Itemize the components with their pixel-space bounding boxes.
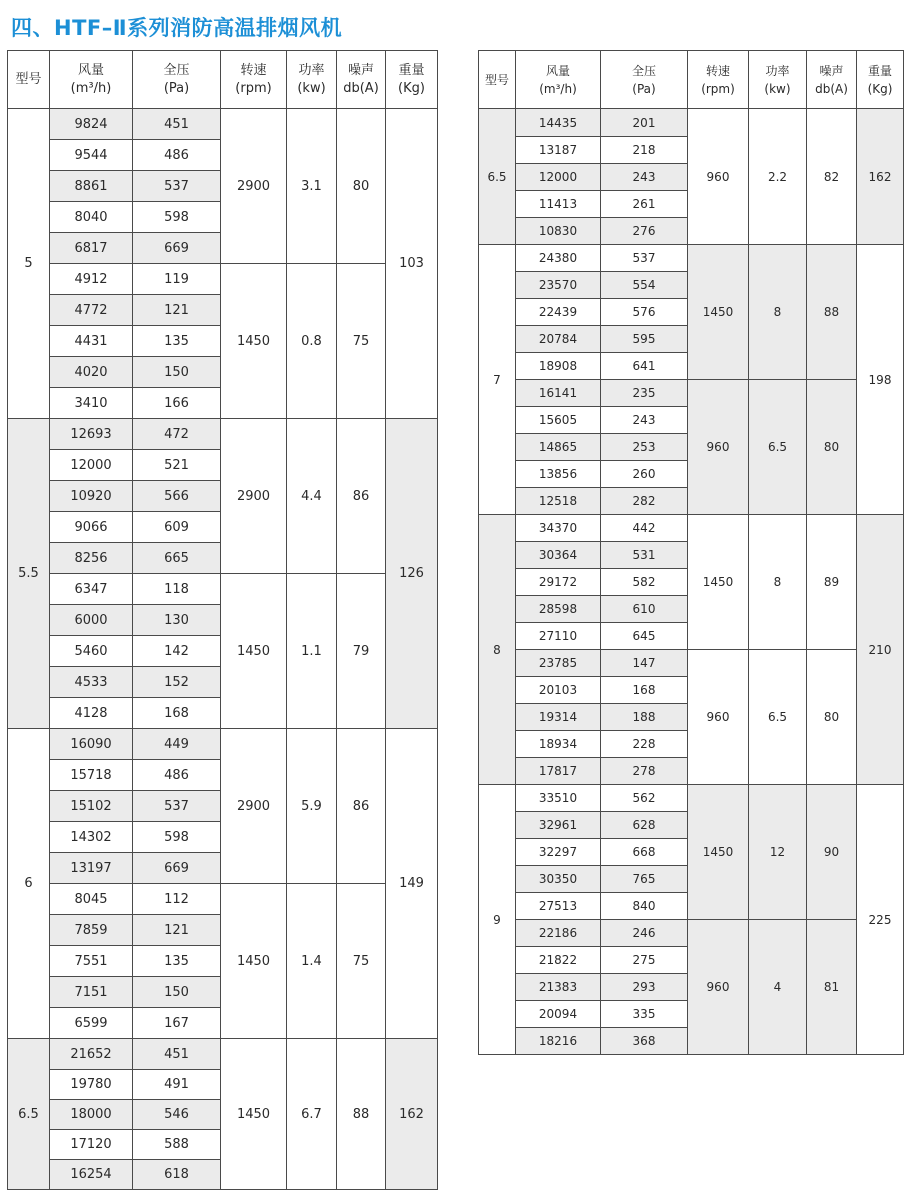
airflow-cell: 9066: [50, 512, 133, 543]
table-row: [8, 264, 438, 295]
pressure-cell: 282: [601, 488, 688, 515]
power-cell: 0.8: [287, 264, 337, 419]
table-row: [8, 729, 438, 760]
header-weight-line: 重量: [867, 63, 892, 78]
pressure-cell: 442: [601, 515, 688, 542]
table-row: [8, 1039, 438, 1070]
pressure-cell: 119: [133, 264, 221, 295]
pressure-cell: 610: [601, 596, 688, 623]
speed-cell: 1450: [688, 245, 749, 380]
pressure-cell: 228: [601, 731, 688, 758]
airflow-cell: 22439: [516, 299, 601, 326]
speed-cell: 960: [688, 920, 749, 1055]
header-speed-line: (rpm): [701, 81, 735, 96]
airflow-cell: 4533: [50, 667, 133, 698]
speed-cell: 2900: [221, 419, 287, 574]
airflow-cell: 21383: [516, 974, 601, 1001]
header-airflow-line: (m³/h): [70, 80, 112, 96]
airflow-cell: 6599: [50, 1008, 133, 1039]
pressure-cell: 112: [133, 884, 221, 915]
airflow-cell: 4912: [50, 264, 133, 295]
airflow-cell: 18908: [516, 353, 601, 380]
airflow-cell: 13197: [50, 853, 133, 884]
pressure-cell: 641: [601, 353, 688, 380]
weight-cell: 103: [386, 109, 438, 419]
header-power-line: 功率: [765, 63, 790, 78]
speed-cell: 960: [688, 380, 749, 515]
pressure-cell: 449: [133, 729, 221, 760]
airflow-cell: 14865: [516, 434, 601, 461]
airflow-cell: 17817: [516, 758, 601, 785]
airflow-cell: 14435: [516, 109, 601, 137]
power-cell: 8: [749, 515, 807, 650]
power-cell: 1.4: [287, 884, 337, 1039]
noise-cell: 88: [337, 1039, 386, 1190]
header-noise: [337, 51, 386, 109]
header-weight: [857, 51, 904, 109]
airflow-cell: 27513: [516, 893, 601, 920]
speed-cell: 2900: [221, 109, 287, 264]
airflow-cell: 4128: [50, 698, 133, 729]
page-title: 四、HTF–Ⅱ系列消防高温排烟风机: [11, 16, 343, 40]
weight-cell: 126: [386, 419, 438, 729]
pressure-cell: 537: [601, 245, 688, 272]
airflow-cell: 16090: [50, 729, 133, 760]
pressure-cell: 618: [133, 1160, 221, 1190]
airflow-cell: 20784: [516, 326, 601, 353]
speed-cell: 960: [688, 650, 749, 785]
airflow-cell: 11413: [516, 191, 601, 218]
header-pressure-line: (Pa): [163, 80, 190, 96]
header-power: [287, 51, 337, 109]
weight-cell: 149: [386, 729, 438, 1039]
pressure-cell: 150: [133, 977, 221, 1008]
airflow-cell: 8861: [50, 171, 133, 202]
pressure-cell: 275: [601, 947, 688, 974]
speed-cell: 1450: [221, 264, 287, 419]
airflow-cell: 14302: [50, 822, 133, 853]
pressure-cell: 451: [133, 1039, 221, 1070]
airflow-cell: 6347: [50, 574, 133, 605]
airflow-cell: 12000: [516, 164, 601, 191]
header-speed-line: (rpm): [235, 80, 272, 96]
table-row: [479, 920, 904, 947]
pressure-cell: 167: [133, 1008, 221, 1039]
airflow-cell: 7859: [50, 915, 133, 946]
airflow-cell: 6817: [50, 233, 133, 264]
spec-table-right: [478, 50, 904, 1055]
pressure-cell: 554: [601, 272, 688, 299]
airflow-cell: 7551: [50, 946, 133, 977]
pressure-cell: 765: [601, 866, 688, 893]
airflow-cell: 32961: [516, 812, 601, 839]
table-row: [8, 574, 438, 605]
pressure-cell: 645: [601, 623, 688, 650]
speed-cell: 2900: [221, 729, 287, 884]
header-airflow-line: 风量: [545, 63, 570, 78]
pressure-cell: 118: [133, 574, 221, 605]
airflow-cell: 20094: [516, 1001, 601, 1028]
weight-cell: 210: [857, 515, 904, 785]
airflow-cell: 15605: [516, 407, 601, 434]
header-weight-line: (Kg): [867, 81, 893, 96]
airflow-cell: 30364: [516, 542, 601, 569]
model-cell: 9: [479, 785, 516, 1055]
pressure-cell: 598: [133, 202, 221, 233]
airflow-cell: 30350: [516, 866, 601, 893]
pressure-cell: 486: [133, 760, 221, 791]
pressure-cell: 135: [133, 326, 221, 357]
header-noise-line: db(A): [815, 81, 848, 96]
pressure-cell: 166: [133, 388, 221, 419]
airflow-cell: 19314: [516, 704, 601, 731]
pressure-cell: 121: [133, 915, 221, 946]
pressure-cell: 276: [601, 218, 688, 245]
pressure-cell: 531: [601, 542, 688, 569]
pressure-cell: 152: [133, 667, 221, 698]
airflow-cell: 10830: [516, 218, 601, 245]
header-airflow-line: (m³/h): [539, 81, 577, 96]
airflow-cell: 23785: [516, 650, 601, 677]
header-noise: [807, 51, 857, 109]
pressure-cell: 218: [601, 137, 688, 164]
airflow-cell: 13856: [516, 461, 601, 488]
model-cell: 6.5: [8, 1039, 50, 1190]
header-weight-line: 重量: [398, 62, 425, 78]
pressure-cell: 235: [601, 380, 688, 407]
header-model: 型号: [479, 51, 516, 109]
airflow-cell: 3410: [50, 388, 133, 419]
airflow-cell: 10920: [50, 481, 133, 512]
weight-cell: 162: [386, 1039, 438, 1190]
airflow-cell: 28598: [516, 596, 601, 623]
header-speed: [221, 51, 287, 109]
airflow-cell: 17120: [50, 1130, 133, 1160]
header-pressure-line: 全压: [163, 62, 190, 78]
airflow-cell: 18934: [516, 731, 601, 758]
airflow-cell: 4431: [50, 326, 133, 357]
power-cell: 5.9: [287, 729, 337, 884]
noise-cell: 88: [807, 245, 857, 380]
power-cell: 6.7: [287, 1039, 337, 1190]
power-cell: 3.1: [287, 109, 337, 264]
airflow-cell: 18000: [50, 1100, 133, 1130]
header-power-line: (kw): [297, 80, 326, 96]
pressure-cell: 537: [133, 171, 221, 202]
pressure-cell: 595: [601, 326, 688, 353]
pressure-cell: 669: [133, 233, 221, 264]
airflow-cell: 34370: [516, 515, 601, 542]
pressure-cell: 486: [133, 140, 221, 171]
airflow-cell: 21652: [50, 1039, 133, 1070]
header-noise-line: 噪声: [347, 62, 374, 78]
table-row: [8, 419, 438, 450]
pressure-cell: 546: [133, 1100, 221, 1130]
airflow-cell: 23570: [516, 272, 601, 299]
pressure-cell: 135: [133, 946, 221, 977]
header-noise-line: db(A): [343, 80, 379, 96]
pressure-cell: 665: [133, 543, 221, 574]
table-row: [479, 109, 904, 137]
pressure-cell: 566: [133, 481, 221, 512]
spec-table-left: [7, 50, 438, 1190]
pressure-cell: 669: [133, 853, 221, 884]
pressure-cell: 243: [601, 407, 688, 434]
noise-cell: 90: [807, 785, 857, 920]
speed-cell: 1450: [688, 785, 749, 920]
pressure-cell: 576: [601, 299, 688, 326]
pressure-cell: 121: [133, 295, 221, 326]
table-row: [479, 515, 904, 542]
airflow-cell: 8256: [50, 543, 133, 574]
pressure-cell: 188: [601, 704, 688, 731]
pressure-cell: 201: [601, 109, 688, 137]
pressure-cell: 472: [133, 419, 221, 450]
pressure-cell: 668: [601, 839, 688, 866]
airflow-cell: 7151: [50, 977, 133, 1008]
speed-cell: 1450: [221, 1039, 287, 1190]
noise-cell: 75: [337, 264, 386, 419]
speed-cell: 1450: [221, 884, 287, 1039]
pressure-cell: 278: [601, 758, 688, 785]
pressure-cell: 562: [601, 785, 688, 812]
model-cell: 8: [479, 515, 516, 785]
pressure-cell: 451: [133, 109, 221, 140]
noise-cell: 86: [337, 729, 386, 884]
airflow-cell: 12693: [50, 419, 133, 450]
pressure-cell: 246: [601, 920, 688, 947]
airflow-cell: 16141: [516, 380, 601, 407]
noise-cell: 75: [337, 884, 386, 1039]
model-cell: 5.5: [8, 419, 50, 729]
pressure-cell: 368: [601, 1028, 688, 1055]
speed-cell: 1450: [688, 515, 749, 650]
speed-cell: 960: [688, 109, 749, 245]
power-cell: 1.1: [287, 574, 337, 729]
header-weight: [386, 51, 438, 109]
pressure-cell: 293: [601, 974, 688, 1001]
header-power-line: (kw): [764, 81, 791, 96]
airflow-cell: 13187: [516, 137, 601, 164]
speed-cell: 1450: [221, 574, 287, 729]
pressure-cell: 147: [601, 650, 688, 677]
pressure-cell: 150: [133, 357, 221, 388]
airflow-cell: 18216: [516, 1028, 601, 1055]
noise-cell: 81: [807, 920, 857, 1055]
pressure-cell: 628: [601, 812, 688, 839]
pressure-cell: 491: [133, 1070, 221, 1100]
header-pressure-line: 全压: [631, 63, 656, 78]
airflow-cell: 33510: [516, 785, 601, 812]
airflow-cell: 8045: [50, 884, 133, 915]
airflow-cell: 32297: [516, 839, 601, 866]
pressure-cell: 521: [133, 450, 221, 481]
noise-cell: 82: [807, 109, 857, 245]
header-airflow: [50, 51, 133, 109]
weight-cell: 225: [857, 785, 904, 1055]
pressure-cell: 260: [601, 461, 688, 488]
table-row: [8, 109, 438, 140]
airflow-cell: 19780: [50, 1070, 133, 1100]
model-cell: 6: [8, 729, 50, 1039]
pressure-cell: 609: [133, 512, 221, 543]
pressure-cell: 537: [133, 791, 221, 822]
header-speed-line: 转速: [705, 63, 730, 78]
header-airflow: [516, 51, 601, 109]
noise-cell: 86: [337, 419, 386, 574]
weight-cell: 162: [857, 109, 904, 245]
power-cell: 6.5: [749, 380, 807, 515]
table-row: [479, 245, 904, 272]
header-pressure: [601, 51, 688, 109]
noise-cell: 80: [807, 650, 857, 785]
pressure-cell: 243: [601, 164, 688, 191]
header-weight-line: (Kg): [398, 80, 425, 96]
weight-cell: 198: [857, 245, 904, 515]
header-power-line: 功率: [298, 62, 325, 78]
pressure-cell: 840: [601, 893, 688, 920]
header-airflow-line: 风量: [77, 62, 104, 78]
airflow-cell: 20103: [516, 677, 601, 704]
airflow-cell: 24380: [516, 245, 601, 272]
airflow-cell: 16254: [50, 1160, 133, 1190]
header-pressure-line: (Pa): [632, 81, 656, 96]
pressure-cell: 168: [133, 698, 221, 729]
power-cell: 12: [749, 785, 807, 920]
power-cell: 6.5: [749, 650, 807, 785]
header-model: 型号: [8, 51, 50, 109]
model-cell: 5: [8, 109, 50, 419]
airflow-cell: 12000: [50, 450, 133, 481]
pressure-cell: 142: [133, 636, 221, 667]
power-cell: 8: [749, 245, 807, 380]
pressure-cell: 130: [133, 605, 221, 636]
airflow-cell: 21822: [516, 947, 601, 974]
pressure-cell: 598: [133, 822, 221, 853]
pressure-cell: 168: [601, 677, 688, 704]
airflow-cell: 9824: [50, 109, 133, 140]
airflow-cell: 5460: [50, 636, 133, 667]
header-pressure: [133, 51, 221, 109]
model-cell: 7: [479, 245, 516, 515]
airflow-cell: 22186: [516, 920, 601, 947]
power-cell: 4: [749, 920, 807, 1055]
noise-cell: 80: [337, 109, 386, 264]
airflow-cell: 15718: [50, 760, 133, 791]
airflow-cell: 15102: [50, 791, 133, 822]
header-power: [749, 51, 807, 109]
table-row: [479, 650, 904, 677]
pressure-cell: 335: [601, 1001, 688, 1028]
table-row: [8, 884, 438, 915]
airflow-cell: 9544: [50, 140, 133, 171]
airflow-cell: 6000: [50, 605, 133, 636]
noise-cell: 80: [807, 380, 857, 515]
table-row: [479, 380, 904, 407]
airflow-cell: 27110: [516, 623, 601, 650]
pressure-cell: 588: [133, 1130, 221, 1160]
airflow-cell: 4020: [50, 357, 133, 388]
header-speed-line: 转速: [240, 62, 267, 78]
power-cell: 2.2: [749, 109, 807, 245]
header-noise-line: 噪声: [819, 63, 844, 78]
noise-cell: 89: [807, 515, 857, 650]
header-row: [479, 51, 904, 109]
airflow-cell: 29172: [516, 569, 601, 596]
table-row: [479, 785, 904, 812]
airflow-cell: 12518: [516, 488, 601, 515]
header-speed: [688, 51, 749, 109]
model-cell: 6.5: [479, 109, 516, 245]
pressure-cell: 261: [601, 191, 688, 218]
power-cell: 4.4: [287, 419, 337, 574]
airflow-cell: 4772: [50, 295, 133, 326]
header-row: [8, 51, 438, 109]
noise-cell: 79: [337, 574, 386, 729]
pressure-cell: 253: [601, 434, 688, 461]
airflow-cell: 8040: [50, 202, 133, 233]
pressure-cell: 582: [601, 569, 688, 596]
